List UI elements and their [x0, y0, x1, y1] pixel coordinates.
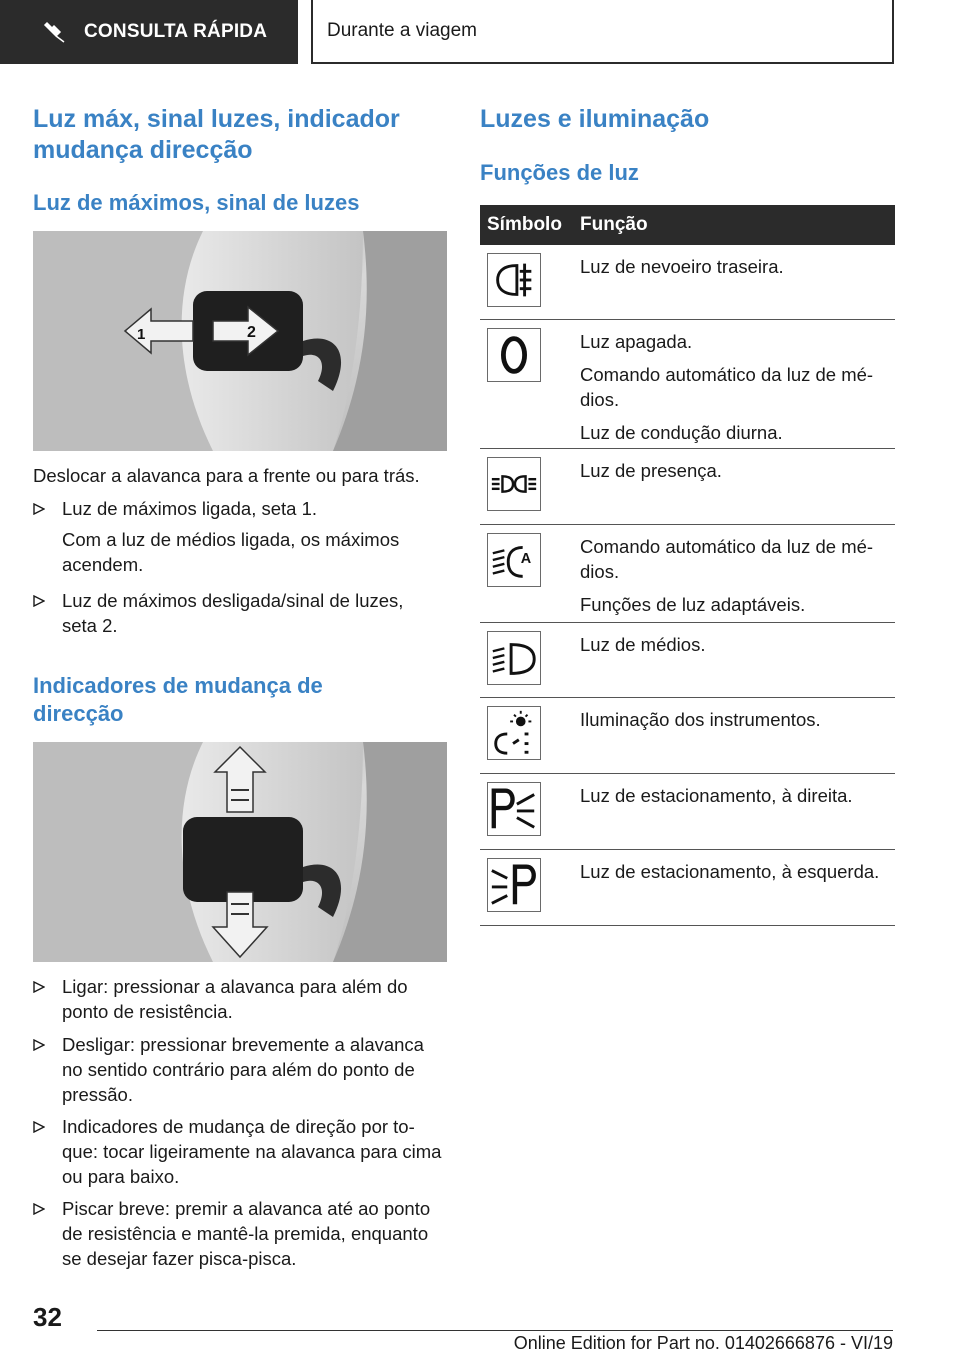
footer-edition: Online Edition for Part no. 01402666876 - VI/19 [513, 1333, 893, 1353]
pushpin-icon [42, 20, 66, 44]
function-text: Iluminação dos instrumentos. [580, 709, 821, 730]
table-row [480, 525, 895, 623]
arrow-label-1: 1 [137, 326, 146, 343]
function-text: Luz apagada. Comando automático da luz de mé- dios. Luz de condução diurna. [580, 331, 874, 443]
column-header-function: Função [580, 214, 648, 235]
section-tab[interactable] [0, 0, 298, 64]
table-header [480, 205, 895, 245]
bullet-triangle-icon [33, 981, 51, 993]
bullet-triangle-icon [33, 595, 51, 607]
function-text: Luz de estacionamento, à esquerda. [580, 861, 880, 882]
table-row [480, 449, 895, 525]
chapter-header [311, 0, 894, 64]
table-row [480, 320, 895, 449]
table-row [480, 245, 895, 320]
list-item: Luz de máximos ligada, seta 1. Com a luz de médios ligada, os máximos acendem. [62, 498, 400, 575]
parking-light-left-icon [487, 858, 541, 912]
bullet-triangle-icon [33, 1121, 51, 1133]
page-number: 32 [33, 1302, 62, 1332]
section-title-turn-signals: Indicadores de mudança de direcção [33, 673, 323, 726]
section-title-high-beam: Luz de máximos, sinal de luzes [33, 190, 360, 215]
footer-divider [97, 1330, 893, 1331]
chapter-label: Durante a viagem [327, 20, 477, 41]
high-beam-lever-illustration [33, 231, 447, 451]
lights-off-zero-icon [487, 328, 541, 382]
right-title: Luzes e iluminação [480, 105, 710, 133]
arrow-label-2: 2 [247, 324, 256, 341]
bullet-triangle-icon [33, 503, 51, 515]
rear-fog-light-icon [487, 253, 541, 307]
auto-headlight-icon [487, 533, 541, 587]
instrument-lighting-icon [487, 706, 541, 760]
list-item: Ligar: pressionar a alavanca para além do ponto de resistência. [62, 976, 408, 1022]
svg-text:A: A [520, 550, 532, 567]
function-text: Luz de estacionamento, à direita. [580, 785, 853, 806]
list-item: Luz de máximos desligada/sinal de luzes, seta 2. [62, 590, 404, 636]
parking-lights-icon [487, 457, 541, 511]
bullet-triangle-icon [33, 1203, 51, 1215]
low-beam-icon [487, 631, 541, 685]
function-text: Luz de nevoeiro traseira. [580, 256, 784, 277]
list-item: Piscar breve: premir a alavanca até ao ponto de resistência e mantê-la premida, enquanto se desejar fazer pisca-pisca. [62, 1198, 431, 1269]
function-text: Comando automático da luz de mé- dios. Funções de luz adaptáveis. [580, 536, 874, 615]
function-text: Luz de médios. [580, 634, 706, 655]
function-text: Luz de presença. [580, 460, 722, 481]
table-row [480, 698, 895, 774]
table-row [480, 774, 895, 850]
table-row [480, 623, 895, 698]
list-item: Indicadores de mudança de direção por to- que: tocar ligeiramente na alavanca para cima ou para baixo. [62, 1116, 442, 1187]
section-tab-label: CONSULTA RÁPIDA [84, 21, 268, 42]
list-item: Desligar: pressionar brevemente a alavanca no sentido contrário para além do ponto de pressão. [62, 1034, 424, 1105]
table-row [480, 850, 895, 926]
parking-light-right-icon [487, 782, 541, 836]
left-title: Luz máx, sinal luzes, indicador mudança direcção [33, 105, 400, 164]
column-header-symbol: Símbolo [487, 214, 562, 235]
turn-signal-lever-illustration [33, 742, 447, 962]
bullet-triangle-icon [33, 1039, 51, 1051]
high-beam-intro: Deslocar a alavanca para a frente ou para trás. [33, 465, 420, 486]
right-subtitle: Funções de luz [480, 160, 639, 185]
light-functions-table [480, 205, 895, 926]
page-header [0, 0, 960, 66]
